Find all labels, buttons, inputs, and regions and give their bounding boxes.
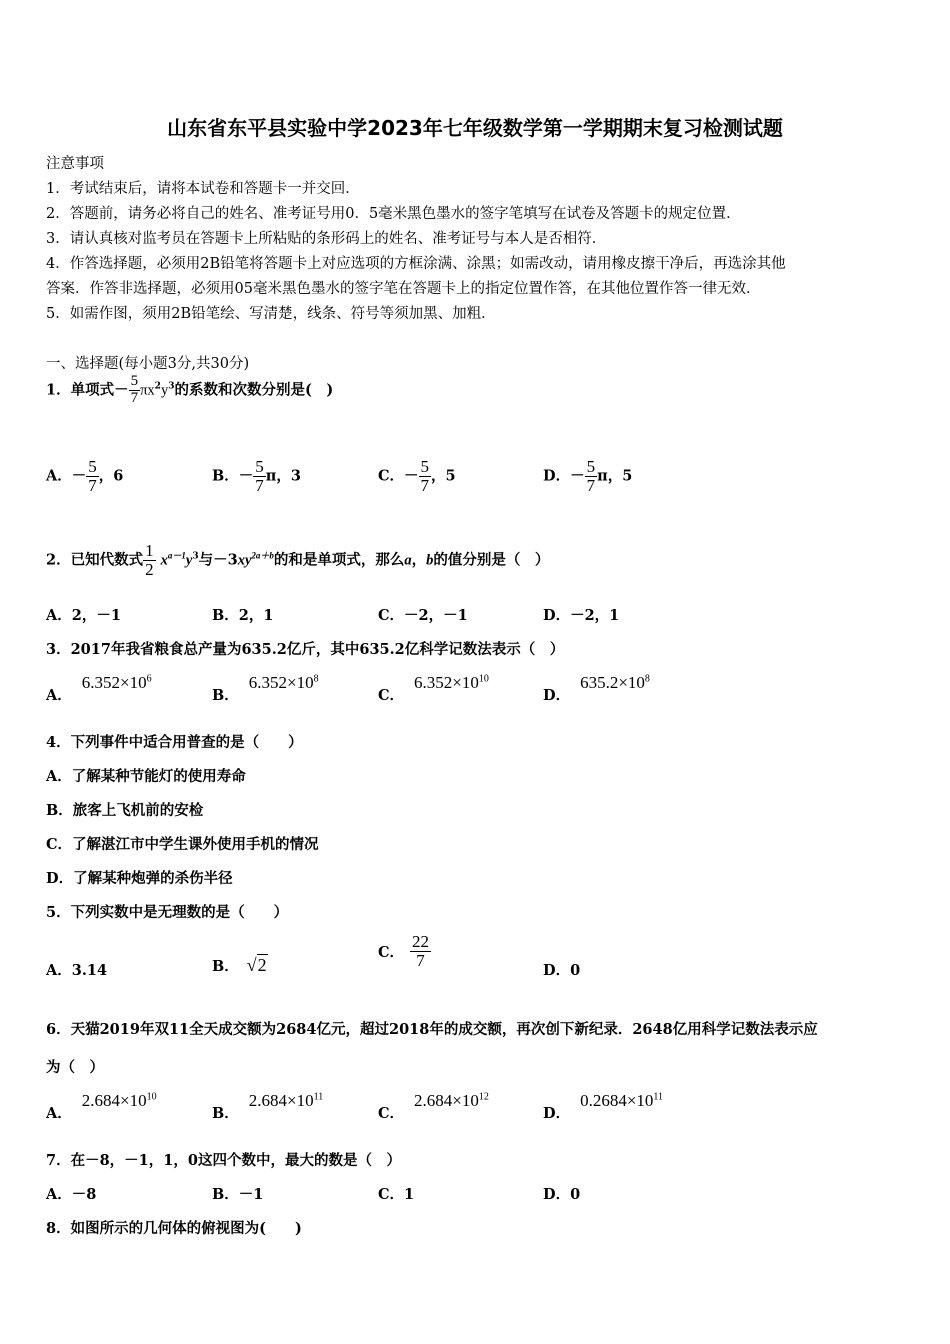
q4-option-a[interactable]: A．了解某种节能灯的使用寿命 (46, 768, 246, 785)
q4-option-d[interactable]: D．了解某种炮弹的杀伤半径 (46, 870, 233, 887)
q6-option-c[interactable]: C．$2.684\times 10^{12}$ (378, 1091, 489, 1122)
section-heading: 一、选择题(每小题3分,共30分) (46, 356, 250, 372)
q6-option-d[interactable]: D．$0.2684\times 10^{11}$ (543, 1091, 664, 1122)
notice-item: 2．答题前，请务必将自己的姓名、准考证号用0．5毫米黑色墨水的签字笔填写在试卷及答题卡的规定位置． (46, 206, 741, 222)
q6-option-a[interactable]: A．$2.684\times 10^{10}$ (46, 1091, 157, 1122)
q3-option-b[interactable]: B．$6.352\times 10^8$ (212, 673, 319, 704)
q2-option-b[interactable]: B．2，1 (212, 607, 274, 624)
q4-option-b[interactable]: B．旅客上飞机前的安检 (46, 802, 204, 819)
notice-item: 1．考试结束后，请将本试卷和答题卡一并交回． (46, 181, 360, 197)
q4-option-c[interactable]: C．了解湛江市中学生课外使用手机的情况 (46, 836, 319, 853)
q1-option-d[interactable]: D．－ $\frac{5}{7}$ π，5 (543, 457, 633, 495)
q2-option-a[interactable]: A．2，－1 (46, 607, 121, 624)
q3-option-c[interactable]: C．$6.352\times 10^{10}$ (378, 673, 489, 704)
page-title: 山东省东平县实验中学2023年七年级数学第一学期期末复习检测试题 (167, 116, 783, 140)
notice-item: 答案．作答非选择题，必须用05毫米黑色墨水的签字笔在答题卡上的指定位置作答，在其他位置作答一律无效． (46, 281, 761, 297)
q7-option-c[interactable]: C．1 (378, 1186, 415, 1203)
q3-option-a[interactable]: A．$6.352\times 10^6$ (46, 673, 152, 704)
question-7: 7．在－8，－1，1，0这四个数中，最大的数是（ ） (46, 1152, 401, 1169)
question-1: 1．单项式－ $\frac{5}{7}$ $\pi x^2y^3$的系数和次数分别是( ) (46, 373, 334, 406)
q5-option-c[interactable]: C． $\frac{22}{7}$ (378, 932, 430, 970)
question-8: 8．如图所示的几何体的俯视图为( ) (46, 1220, 302, 1237)
notice-heading: 注意事项 (46, 156, 104, 172)
notice-item: 5．如需作图，须用2B铅笔绘、写清楚，线条、符号等须加黑、加粗． (46, 306, 496, 322)
notice-item: 4．作答选择题，必须用2B铅笔将答题卡上对应选项的方框涂满、涂黑；如需改动，请用橡皮擦干净后，再选涂其他 (46, 256, 786, 272)
q7-option-b[interactable]: B．－1 (212, 1186, 264, 1203)
q5-option-b[interactable]: B． √2 (212, 955, 267, 975)
q2-option-d[interactable]: D．－2，1 (543, 607, 620, 624)
q7-option-d[interactable]: D．0 (543, 1186, 581, 1203)
notice-item: 3．请认真核对监考员在答题卡上所粘贴的条形码上的姓名、准考证号与本人是否相符． (46, 231, 607, 247)
q1-option-c[interactable]: C．－ $\frac{5}{7}$ ，5 (378, 457, 456, 495)
question-3: 3．2017年我省粮食总产量为635.2亿斤，其中635.2亿科学记数法表示（ ） (46, 641, 565, 658)
q1-option-a[interactable]: A．－ $\frac{5}{7}$ ，6 (46, 457, 124, 495)
question-6: 6．天猫2019年双11全天成交额为2684亿元，超过2018年的成交额，再次创下新纪录．2648亿用科学记数法表示应 (46, 1021, 818, 1038)
question-2: 2．已知代数式 $\frac{1}{2}$ $x^{a-1}y^3$与$-3xy^{2a+b}$的和是单项式，那么a，b的值分别是（ ） (46, 541, 550, 579)
q3-option-d[interactable]: D．$635.2\times 10^8$ (543, 673, 650, 704)
q1-option-b[interactable]: B．－ $\frac{5}{7}$ π，3 (212, 457, 301, 495)
question-5: 5．下列实数中是无理数的是（ ） (46, 904, 289, 921)
q6-option-b[interactable]: B．$2.684\times 10^{11}$ (212, 1091, 324, 1122)
q5-option-a[interactable]: A．3.14 (46, 962, 108, 979)
q5-option-d[interactable]: D．0 (543, 962, 581, 979)
question-4: 4．下列事件中适合用普查的是（ ） (46, 734, 303, 751)
q7-option-a[interactable]: A．－8 (46, 1186, 97, 1203)
q2-option-c[interactable]: C．－2，－1 (378, 607, 468, 624)
question-6-continued: 为（ ） (46, 1059, 104, 1076)
